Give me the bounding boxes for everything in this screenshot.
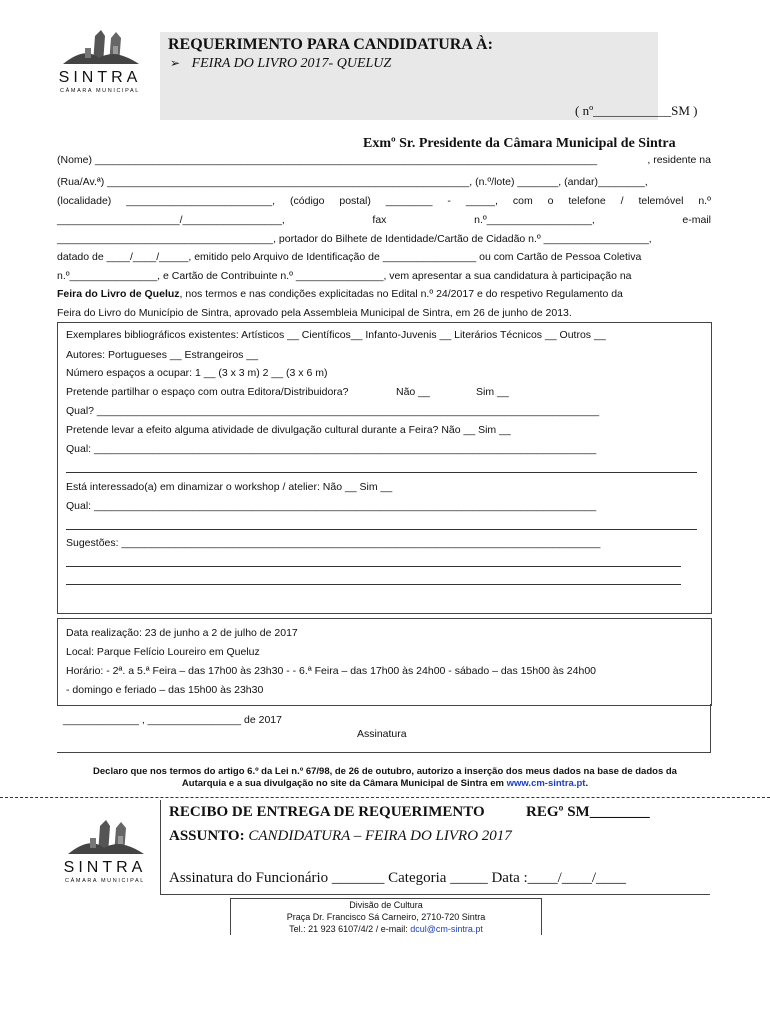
id-date-line[interactable]: datado de ____/____/_____, emitido pelo Arquivo de Identificação de ________________ ou com Cartão de Pessoa Coletiva — [57, 251, 642, 263]
signature-date[interactable]: _____________ , ________________ de 2017 — [63, 714, 282, 726]
event-hours-weekend: - domingo e feriado – das 15h00 às 23h30 — [66, 684, 264, 696]
footer-address: Praça Dr. Francisco Sá Carneiro, 2710-720 Sintra — [286, 912, 486, 922]
website-link[interactable]: www.cm-sintra.pt — [506, 778, 586, 789]
page-title: REQUERIMENTO PARA CANDIDATURA À: — [168, 36, 493, 53]
addressee: Exmº Sr. Presidente da Câmara Municipal de Sintra — [363, 136, 676, 151]
workshop-which-field[interactable]: Qual: ______________________________________________________________________________________ — [66, 500, 597, 512]
signature-area — [57, 704, 711, 753]
logo-subtitle: CÂMARA MUNICIPAL — [65, 878, 145, 884]
event-subtitle: FEIRA DO LIVRO 2017- QUELUZ — [191, 56, 392, 71]
spaces-row[interactable]: Número espaços a ocupar: 1 __ (3 x 3 m) 2 __ (3 x 6 m) — [66, 367, 328, 379]
footer-division: Divisão de Cultura — [349, 900, 423, 910]
event-dates: Data realização: 23 de junho a 2 de julho de 2017 — [66, 627, 298, 639]
cut-line — [0, 797, 770, 798]
signature-label: Assinatura — [357, 728, 407, 740]
questions-box — [57, 322, 712, 614]
bibliographic-types[interactable]: Exemplares bibliográficos existentes: Artísticos __ Científicos__ Infanto-Juvenis __ Literários Técnicos __ Outros __ — [66, 329, 606, 341]
workshop-question[interactable]: Está interessado(a) em dinamizar o workshop / atelier: Não __ Sim __ — [66, 481, 393, 493]
receipt-subject: ASSUNTO: CANDIDATURA – FEIRA DO LIVRO 2017 — [169, 828, 512, 844]
reference-number: ( nº____________SM ) — [575, 103, 698, 118]
data-consent-declaration: Declaro que nos termos do artigo 6.º da Lei n.º 67/98, de 26 de outubro, autorizo a inserção dos meus dados na base de dados da Autarquia e a sua divulgação no site da Câmara Municipal de Sintra em www.cm-sintra.pt. — [93, 766, 677, 789]
regulation-line: Feira do Livro do Município de Sintra, aprovado pela Assembleia Municipal de Sintra, em 26 de junho de 2013. — [57, 307, 572, 319]
blank-line[interactable] — [66, 566, 681, 567]
share-no-option[interactable]: Não __ — [396, 386, 430, 398]
share-which-field[interactable]: Qual? ______________________________________________________________________________________ — [66, 405, 600, 417]
tax-line[interactable]: n.º_______________, e Cartão de Contribuinte n.º _______________, vem apresentar a sua candidatura à participação na — [57, 270, 632, 282]
receipt-signature-line[interactable]: Assinatura do Funcionário _______ Categoria _____ Data :____/____/____ — [169, 870, 627, 886]
footer-phone: Tel.: 21 923 6107/4/2 / e-mail: — [289, 924, 408, 934]
sintra-logo — [60, 814, 150, 884]
blank-line[interactable] — [66, 584, 681, 585]
event-info-box — [57, 618, 712, 706]
suggestions-field[interactable]: Sugestões: __________________________________________________________________________________ — [66, 537, 601, 549]
activity-which-field[interactable]: Qual: ______________________________________________________________________________________ — [66, 443, 597, 455]
bullet-arrow-icon: ➢ — [170, 56, 181, 70]
id-line[interactable]: _____________________________________, portador do Bilhete de Identidade/Cartão de Cidadão n.º __________________, — [57, 233, 652, 245]
locality-line[interactable]: (localidade) _________________________, (código postal) ________ - _____, com o telefone / telemóvel n.º — [57, 195, 711, 207]
event-hours: Horário: - 2ª. a 5.ª Feira – das 17h00 às 23h30 - - 6.ª Feira – das 17h00 às 24h00 - sábado – das 15h00 às 24h00 — [66, 665, 597, 677]
receipt-panel — [160, 800, 711, 894]
share-space-question: Pretende partilhar o espaço com outra Editora/Distribuidora? — [66, 386, 349, 398]
cultural-activity-question[interactable]: Pretende levar a efeito alguma atividade de divulgação cultural durante a Feira? Não __ Sim __ — [66, 424, 511, 436]
receipt-title: RECIBO DE ENTREGA DE REQUERIMENTO — [169, 804, 485, 820]
name-line[interactable]: (Nome) ______________________________________________________________________________________ , residente na — [57, 154, 711, 166]
receipt-reg-number[interactable]: REGº SM________ — [526, 804, 650, 820]
event-line: Feira do Livro de Queluz, nos termos e nas condições explicitadas no Edital n.º 24/2017 e do respetivo Regulamento da — [57, 288, 623, 300]
logo-wordmark: SINTRA — [58, 69, 142, 86]
logo-subtitle: CÂMARA MUNICIPAL — [60, 88, 140, 94]
sintra-logo — [55, 24, 145, 94]
footer-contact-box — [230, 898, 542, 935]
share-yes-option[interactable]: Sim __ — [476, 386, 509, 398]
event-location: Local: Parque Felício Loureiro em Queluz — [66, 646, 260, 658]
palace-chimneys-icon — [60, 814, 150, 856]
receipt-divider — [160, 894, 710, 895]
footer-email-link[interactable]: dcul@cm-sintra.pt — [410, 924, 483, 934]
phone-line[interactable]: _____________________/_________________, fax n.º__________________, e-mail — [57, 214, 711, 226]
palace-chimneys-icon — [55, 24, 145, 66]
blank-line[interactable] — [66, 529, 697, 530]
address-line[interactable]: (Rua/Av.ª) ______________________________________________________________, (n.º/lote) _______, (andar)________, — [57, 176, 648, 188]
authors-row[interactable]: Autores: Portugueses __ Estrangeiros __ — [66, 349, 259, 361]
blank-line[interactable] — [66, 472, 697, 473]
logo-wordmark: SINTRA — [63, 859, 147, 876]
